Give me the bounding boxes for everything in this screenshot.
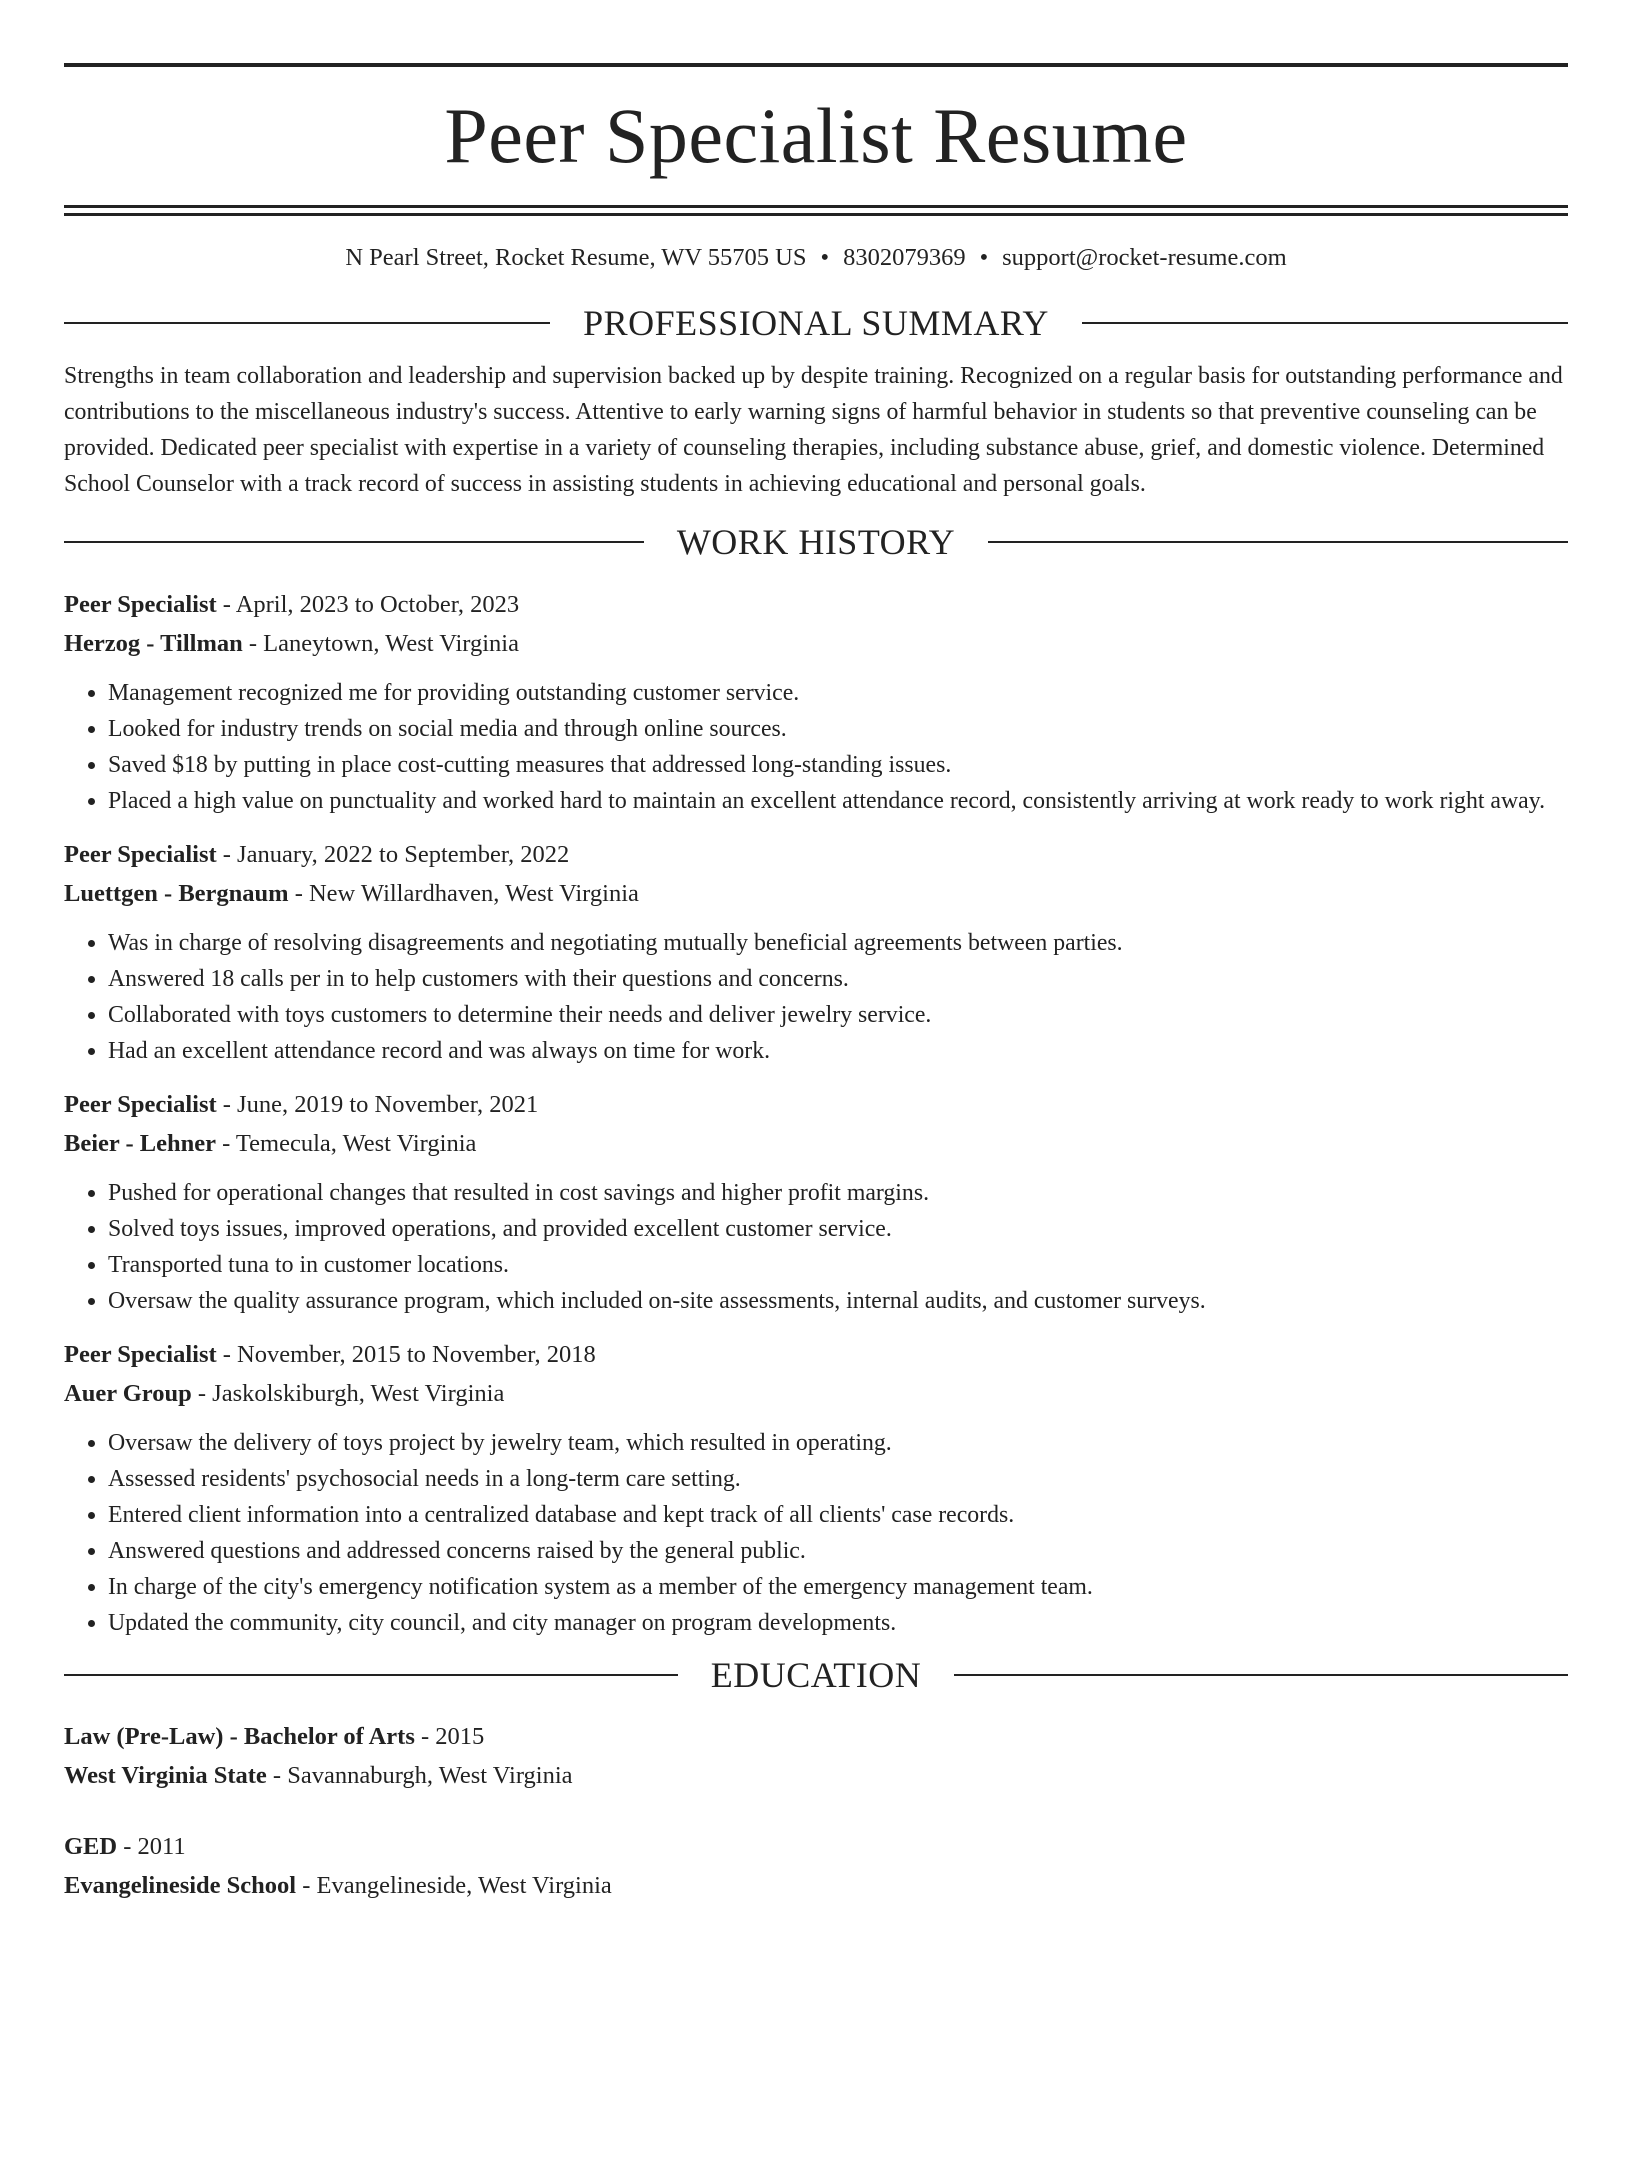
contact-phone: 8302079369	[843, 244, 966, 271]
education-degree: Law (Pre-Law) - Bachelor of Arts	[64, 1723, 415, 1750]
list-item: • Solved toys issues, improved operations, and provided excellent customer service.	[108, 1211, 1568, 1247]
contact-line	[64, 242, 1568, 274]
education-entry	[64, 1827, 1568, 1905]
job-location: - Temecula, West Virginia	[215, 1130, 477, 1157]
education-degree-line	[64, 1827, 1568, 1866]
heading-rule-left	[64, 1674, 678, 1676]
list-item: • In charge of the city's emergency notification system as a member of the emergency management team.	[108, 1569, 1568, 1605]
job-company-line	[64, 624, 1568, 663]
list-item: • Entered client information into a centralized database and kept track of all clients' case records.	[108, 1497, 1568, 1533]
education-location: - Savannaburgh, West Virginia	[266, 1762, 573, 1789]
heading-rule-right	[1082, 322, 1568, 324]
list-item: • Was in charge of resolving disagreements and negotiating mutually beneficial agreements between parties.	[108, 925, 1568, 961]
job-title: Peer Specialist	[64, 841, 217, 868]
education-year: - 2011	[117, 1833, 186, 1860]
heading-rule-left	[64, 322, 550, 324]
job-title-line	[64, 1335, 1568, 1374]
job-entry	[64, 1335, 1568, 1641]
list-item: • Collaborated with toys customers to determine their needs and deliver jewelry service.	[108, 997, 1568, 1033]
job-company: Auer Group	[64, 1380, 192, 1407]
contact-email: support@rocket-resume.com	[1002, 244, 1287, 271]
list-item: • Management recognized me for providing outstanding customer service.	[108, 675, 1568, 711]
section-title: EDUCATION	[710, 1655, 922, 1695]
job-title-line	[64, 585, 1568, 624]
contact-separator: •	[820, 244, 830, 271]
job-company-line	[64, 874, 1568, 913]
job-title: Peer Specialist	[64, 1091, 217, 1118]
job-bullets	[64, 1175, 1568, 1319]
job-bullets	[64, 1425, 1568, 1641]
contact-address: N Pearl Street, Rocket Resume, WV 55705 US	[345, 244, 807, 271]
job-dates: - April, 2023 to October, 2023	[216, 591, 520, 618]
top-rule	[64, 63, 1568, 67]
job-title: Peer Specialist	[64, 1341, 217, 1368]
list-item: • Assessed residents' psychosocial needs in a long-term care setting.	[108, 1461, 1568, 1497]
title-double-rule	[64, 205, 1568, 216]
section-title: PROFESSIONAL SUMMARY	[583, 303, 1049, 343]
list-item: • Looked for industry trends on social media and through online sources.	[108, 711, 1568, 747]
job-company: Luettgen - Bergnaum	[64, 880, 289, 907]
section-heading-education	[64, 1655, 1568, 1695]
list-item: • Saved $18 by putting in place cost-cutting measures that addressed long-standing issues.	[108, 747, 1568, 783]
education-school-line	[64, 1756, 1568, 1795]
heading-rule-right	[988, 541, 1568, 543]
job-dates: - January, 2022 to September, 2022	[216, 841, 570, 868]
job-company: Beier - Lehner	[64, 1130, 216, 1157]
education-year: - 2015	[414, 1723, 485, 1750]
job-entry	[64, 1085, 1568, 1319]
job-company: Herzog - Tillman	[64, 630, 243, 657]
section-heading-summary	[64, 303, 1568, 343]
list-item: • Pushed for operational changes that resulted in cost savings and higher profit margins.	[108, 1175, 1568, 1211]
education-school: West Virginia State	[64, 1762, 267, 1789]
education-degree: GED	[64, 1833, 118, 1860]
job-location: - New Willardhaven, West Virginia	[288, 880, 639, 907]
job-title-line	[64, 1085, 1568, 1124]
job-location: - Jaskolskiburgh, West Virginia	[191, 1380, 505, 1407]
job-title: Peer Specialist	[64, 591, 217, 618]
list-item: • Placed a high value on punctuality and worked hard to maintain an excellent attendance record, consistently arriving at work ready to work right away.	[108, 783, 1568, 819]
job-bullets	[64, 675, 1568, 819]
section-heading-work	[64, 522, 1568, 562]
resume-page	[0, 63, 1632, 2175]
job-entry	[64, 585, 1568, 819]
list-item: • Had an excellent attendance record and was always on time for work.	[108, 1033, 1568, 1069]
education-school-line	[64, 1866, 1568, 1905]
list-item: • Oversaw the delivery of toys project by jewelry team, which resulted in operating.	[108, 1425, 1568, 1461]
section-title: WORK HISTORY	[676, 522, 956, 562]
list-item: • Answered questions and addressed concerns raised by the general public.	[108, 1533, 1568, 1569]
resume-title: Peer Specialist Resume	[444, 92, 1188, 179]
job-entry	[64, 835, 1568, 1069]
education-location: - Evangelineside, West Virginia	[296, 1872, 612, 1899]
heading-rule-right	[954, 1674, 1568, 1676]
education-degree-line	[64, 1717, 1568, 1756]
education-school: Evangelineside School	[64, 1872, 297, 1899]
heading-rule-left	[64, 541, 644, 543]
contact-separator: •	[979, 244, 989, 271]
job-company-line	[64, 1124, 1568, 1163]
job-dates: - November, 2015 to November, 2018	[216, 1341, 596, 1368]
job-title-line	[64, 835, 1568, 874]
list-item: • Answered 18 calls per in to help customers with their questions and concerns.	[108, 961, 1568, 997]
job-dates: - June, 2019 to November, 2021	[216, 1091, 539, 1118]
list-item: • Transported tuna to in customer locations.	[108, 1247, 1568, 1283]
job-bullets	[64, 925, 1568, 1069]
list-item: • Oversaw the quality assurance program, which included on-site assessments, internal audits, and customer surveys.	[108, 1283, 1568, 1319]
list-item: • Updated the community, city council, and city manager on program developments.	[108, 1605, 1568, 1641]
summary-text: Strengths in team collaboration and leadership and supervision backed up by despite training. Recognized on a regular basis for outstanding performance and contributions to the miscellaneous industry's success. Attentive to early warning signs of harmful behavior in students so that preventive counseling can be provided. Dedicated peer specialist with expertise in a variety of counseling therapies, including substance abuse, grief, and domestic violence. Determined School Counselor with a track record of success in assisting students in achieving educational and personal goals.	[64, 363, 1563, 497]
job-location: - Laneytown, West Virginia	[242, 630, 519, 657]
job-company-line	[64, 1374, 1568, 1413]
education-entry	[64, 1717, 1568, 1795]
